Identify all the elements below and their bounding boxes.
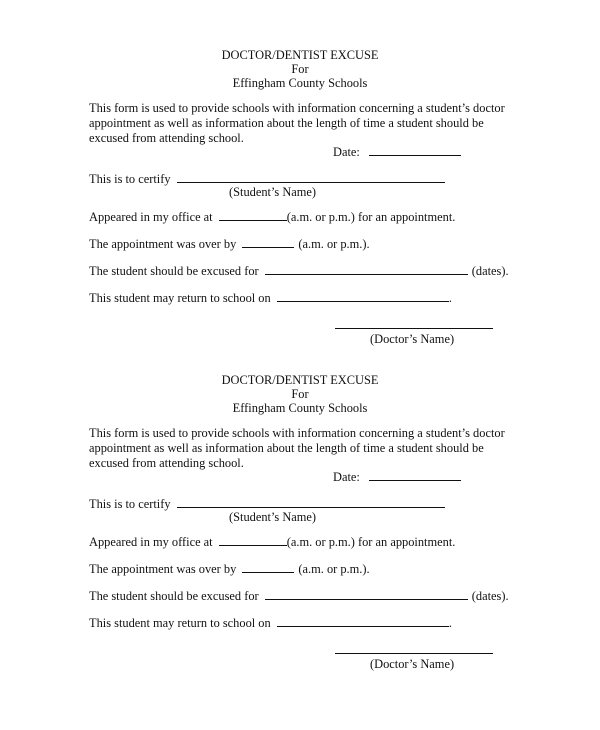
excused-dates-field[interactable] (265, 589, 468, 600)
student-name-field[interactable] (177, 497, 445, 508)
return-row (89, 616, 452, 630)
over-label: The appointment was over by (89, 237, 237, 251)
date-label: Date: (333, 145, 360, 159)
student-name-caption: (Student’s Name) (229, 510, 317, 524)
arrival-time-field[interactable] (219, 210, 287, 221)
intro-paragraph: This form is used to provide schools with information concerning a student’s doctor appointment as well as information about the length of time a student should be excused from attending school. (89, 426, 505, 470)
return-row (89, 291, 452, 305)
student-name-caption: (Student’s Name) (229, 185, 317, 199)
excused-dates-field[interactable] (265, 264, 468, 275)
appeared-label: Appeared in my office at (89, 535, 213, 549)
certify-label: This is to certify (89, 172, 171, 186)
doctor-name-field[interactable] (335, 643, 493, 654)
return-date-field[interactable] (277, 291, 449, 302)
appeared-row (89, 210, 455, 224)
intro-paragraph: This form is used to provide schools with information concerning a student’s doctor appointment as well as information about the length of time a student should be excused from attending school. (89, 101, 505, 145)
return-label: This student may return to school on (89, 616, 271, 630)
arrival-time-field[interactable] (219, 535, 287, 546)
school-name: Effingham County Schools (232, 76, 368, 90)
doctor-name-caption: (Doctor’s Name) (370, 332, 455, 346)
form-title: DOCTOR/DENTIST EXCUSE (221, 373, 379, 387)
school-name: Effingham County Schools (232, 401, 368, 415)
excused-label: The student should be excused for (89, 264, 259, 278)
form-subtitle-for: For (291, 62, 309, 76)
date-row (333, 470, 461, 484)
appeared-row (89, 535, 455, 549)
certify-label: This is to certify (89, 497, 171, 511)
end-time-field[interactable] (242, 237, 294, 248)
doctor-name-caption: (Doctor’s Name) (370, 657, 455, 671)
return-suffix: . (448, 616, 452, 630)
excused-row (89, 264, 509, 278)
date-row (333, 145, 461, 159)
form-title: DOCTOR/DENTIST EXCUSE (221, 48, 379, 62)
date-field[interactable] (369, 470, 461, 481)
appeared-label: Appeared in my office at (89, 210, 213, 224)
over-suffix: (a.m. or p.m.). (298, 562, 370, 576)
over-suffix: (a.m. or p.m.). (298, 237, 370, 251)
date-field[interactable] (369, 145, 461, 156)
over-row (89, 237, 370, 251)
over-label: The appointment was over by (89, 562, 237, 576)
end-time-field[interactable] (242, 562, 294, 573)
return-suffix: . (448, 291, 452, 305)
return-date-field[interactable] (277, 616, 449, 627)
over-row (89, 562, 370, 576)
excused-suffix: (dates). (471, 589, 509, 603)
return-label: This student may return to school on (89, 291, 271, 305)
certify-row (89, 497, 445, 511)
excused-suffix: (dates). (471, 264, 509, 278)
appeared-suffix: (a.m. or p.m.) for an appointment. (286, 210, 456, 224)
certify-row (89, 172, 445, 186)
excused-row (89, 589, 509, 603)
excused-label: The student should be excused for (89, 589, 259, 603)
date-label: Date: (333, 470, 360, 484)
student-name-field[interactable] (177, 172, 445, 183)
excuse-form (0, 0, 600, 346)
appeared-suffix: (a.m. or p.m.) for an appointment. (286, 535, 456, 549)
doctor-signature-row (335, 643, 493, 657)
excuse-form (0, 325, 600, 671)
form-subtitle-for: For (291, 387, 309, 401)
